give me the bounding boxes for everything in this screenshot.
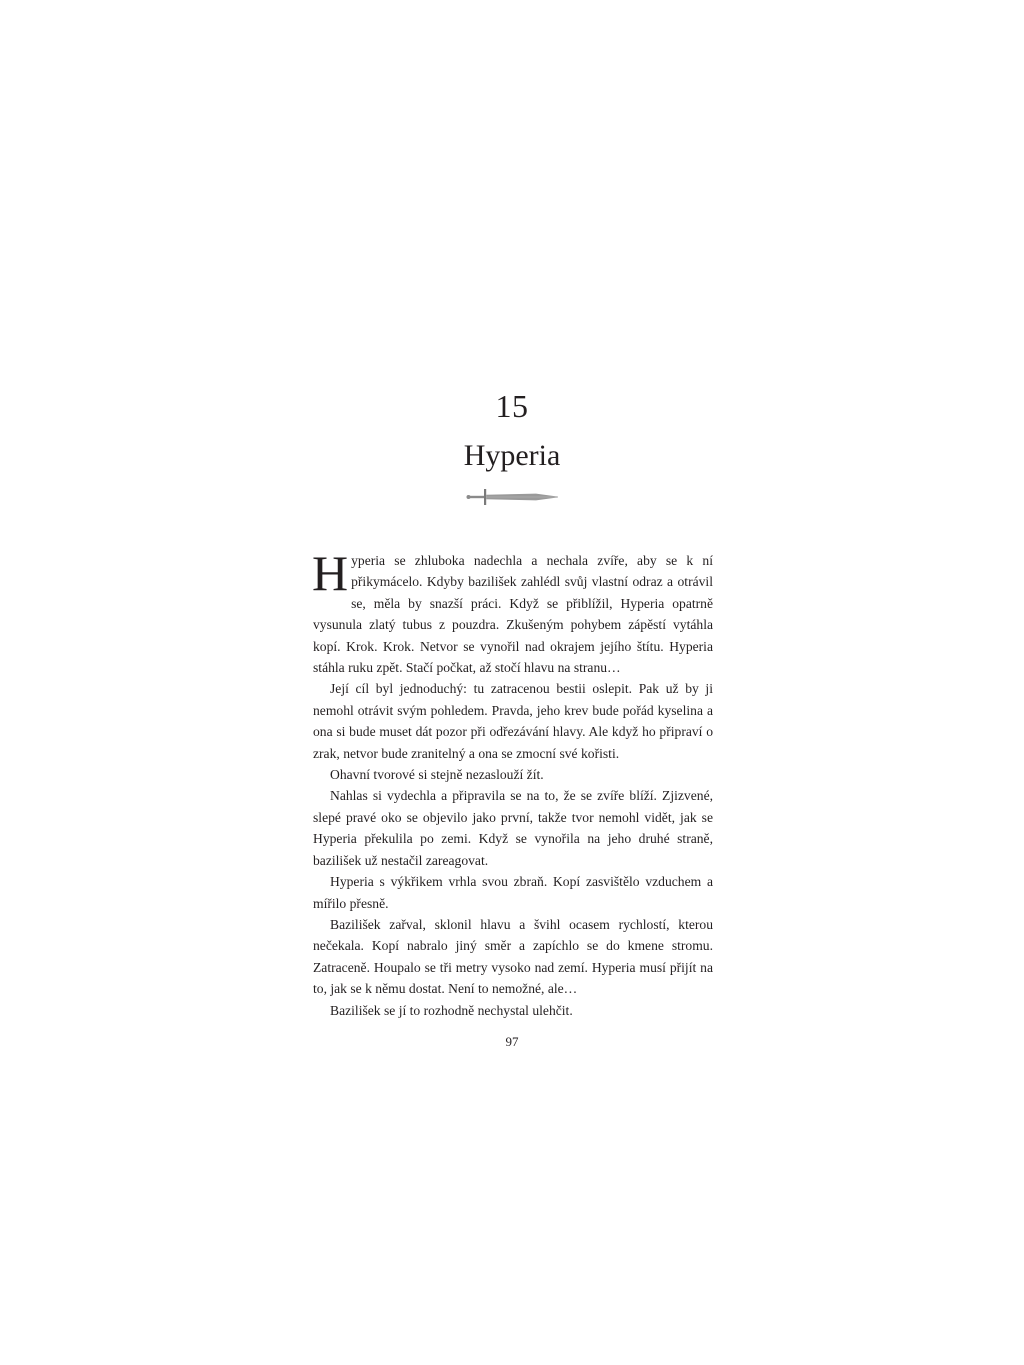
chapter-body: [312, 545, 713, 1021]
chapter-number: 15: [495, 388, 529, 424]
paragraph: Ohavní tvorové si stejně nezaslouží žít.: [330, 767, 544, 783]
paragraph: Bazilišek zařval, sklonil hlavu a švihl ocasem rychlostí, kterou nečekala. Kopí nabralo jiný směr a zapíchlo se do kmene stromu. Zatraceně. Houpalo se tři metry vysoko nad zemí. Hyperia musí přijít na to, jak se k němu dostat. Není to nemožné, ale…: [313, 916, 713, 997]
paragraph-text: yperia se zhluboka nadechla a nechala zvíře, aby se k ní přikymácelo. Kdyby bazilišek zahlédl svůj vlastní odraz a otrávil se, měla by snazší práci. Když se přiblížil, Hyperia opatrně vysunula zlatý tubus z pouzdra. Zkušeným pohybem zápěstí vytáhla kopí. Krok. Krok. Netvor se vynořil nad okrajem jejího štítu. Hyperia stáhla ruku zpět. Stačí počkat, až stočí hlavu na stranu…: [313, 553, 713, 676]
paragraph: [312, 545, 713, 678]
sword-icon: [466, 485, 560, 509]
drop-cap: H: [312, 545, 349, 601]
chapter-title: Hyperia: [463, 439, 561, 472]
page-number: 97: [505, 1034, 519, 1049]
paragraph: Její cíl byl jednoduchý: tu zatracenou bestii oslepit. Pak už by ji nemohl otrávit svým pohledem. Pravda, jeho krev bude pořád kyselina a ona si bude muset dát pozor při odřezávání hlavy. Ale když ho připraví o zrak, netvor bude zranitelný a ona se zmocní své kořisti.: [313, 681, 713, 761]
paragraph: Nahlas si vydechla a připravila se na to, že se zvíře blíží. Zjizvené, slepé pravé oko se objevilo jako první, takže tvor nemohl vidět, jak se Hyperia překulila po zemi. Když se vynořila na jeho druhé straně, bazilišek už nestačil zareagovat.: [313, 788, 713, 868]
paragraph: Bazilišek se jí to rozhodně nechystal ulehčit.: [330, 1002, 573, 1018]
paragraph: Hyperia s výkřikem vrhla svou zbraň. Kopí zasvištělo vzduchem a mířilo přesně.: [313, 874, 713, 911]
